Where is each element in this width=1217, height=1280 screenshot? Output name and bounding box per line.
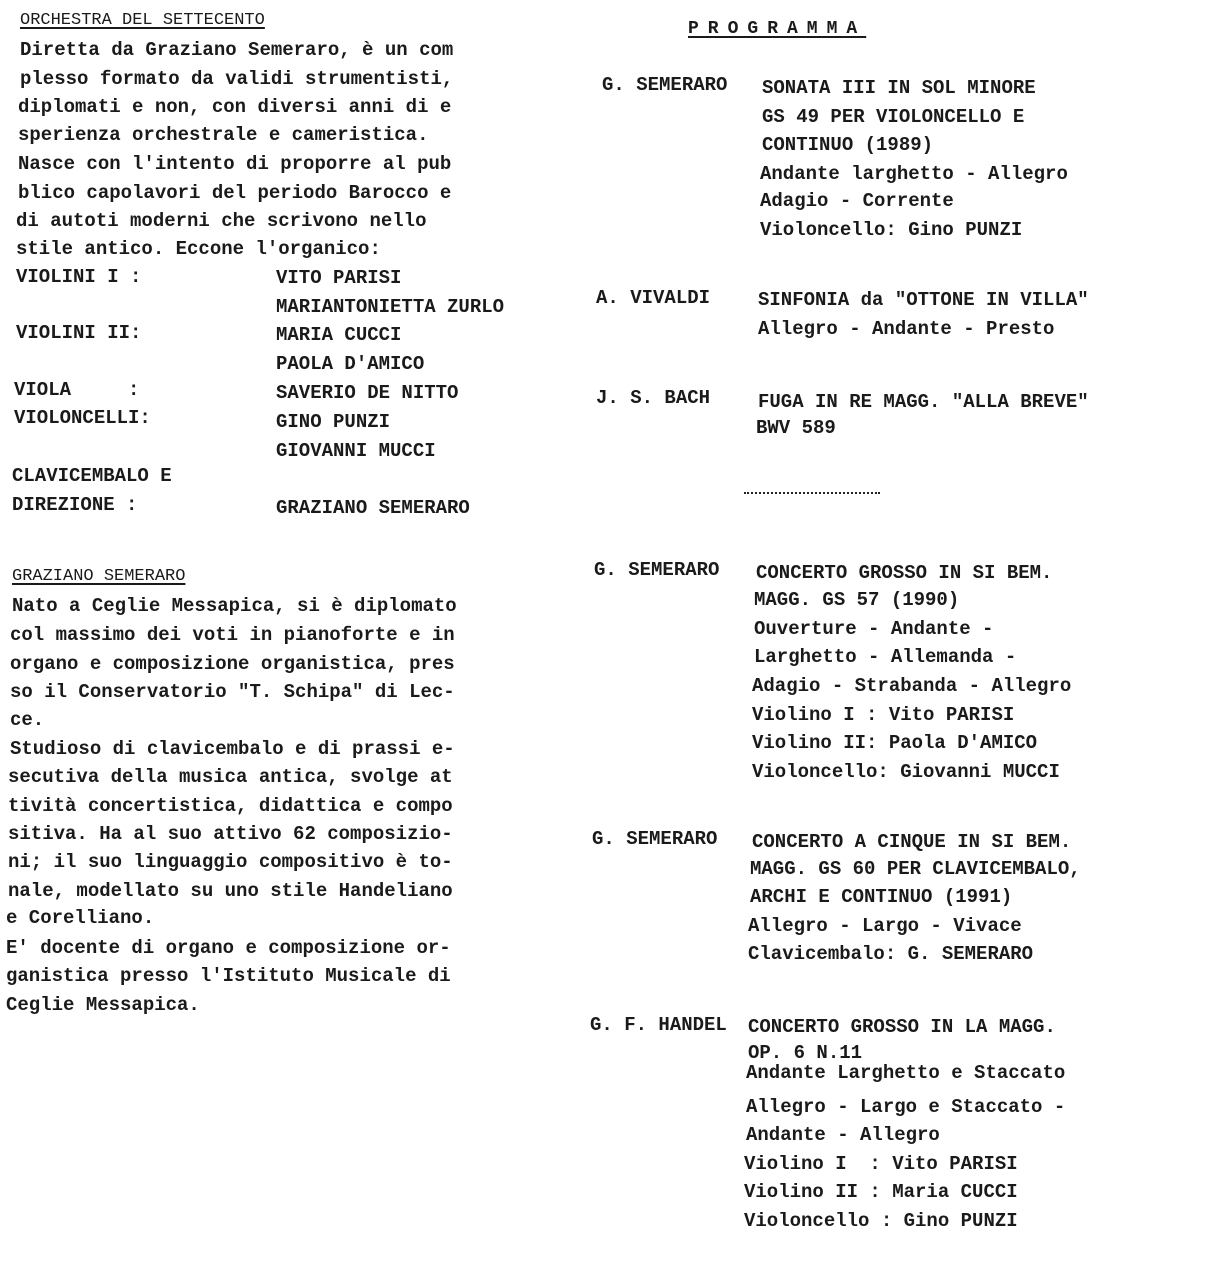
piece-line: Ouverture - Andante - [754, 618, 994, 640]
bio-text-line: Studioso di clavicembalo e di prassi e- [10, 738, 455, 760]
piece-line: SONATA III IN SOL MINORE [762, 77, 1036, 99]
roster-role: DIREZIONE : [12, 494, 138, 516]
piece-line: Andante Larghetto e Staccato [746, 1062, 1066, 1084]
bio-text-line: nale, modellato su uno stile Handeliano [8, 880, 453, 902]
bio-text-line: ni; il suo linguaggio compositivo è to- [8, 851, 453, 873]
piece-line: MAGG. GS 60 PER CLAVICEMBALO, [750, 858, 1081, 880]
bio-text-line: secutiva della musica antica, svolge at [8, 766, 453, 788]
roster-name: VITO PARISI [276, 267, 402, 289]
piece-line: Violino II: Paola D'AMICO [752, 732, 1038, 754]
roster-name: PAOLA D'AMICO [276, 353, 425, 375]
piece-line: Clavicembalo: G. SEMERARO [748, 943, 1034, 965]
bio-text-line: organo e composizione organistica, pres [10, 653, 455, 675]
piece-line: Andante larghetto - Allegro [760, 163, 1068, 185]
piece-line: Violoncello : Gino PUNZI [744, 1210, 1018, 1232]
piece-composer: J. S. BACH [596, 387, 711, 409]
piece-line: OP. 6 N.11 [748, 1042, 863, 1064]
separator [744, 492, 880, 497]
bio-text-line: sitiva. Ha al suo attivo 62 composizio- [8, 823, 453, 845]
orchestra-text-line: di autoti moderni che scrivono nello [16, 210, 427, 232]
roster-name: GIOVANNI MUCCI [276, 440, 436, 462]
bio-text-line: Nato a Ceglie Messapica, si è diplomato [12, 595, 457, 617]
piece-line: GS 49 PER VIOLONCELLO E [762, 106, 1025, 128]
piece-line: BWV 589 [756, 417, 836, 439]
bio-text-line: E' docente di organo e composizione or- [6, 937, 451, 959]
bio-title: GRAZIANO SEMERARO [12, 567, 186, 586]
bio-text-line: ganistica presso l'Istituto Musicale di [6, 965, 451, 987]
piece-line: CONCERTO A CINQUE IN SI BEM. [752, 831, 1072, 853]
piece-line: ARCHI E CONTINUO (1991) [750, 886, 1013, 908]
piece-line: Violino I : Vito PARISI [752, 704, 1015, 726]
roster-role: VIOLINI I : [16, 266, 142, 288]
piece-line: CONTINUO (1989) [762, 134, 934, 156]
piece-line: FUGA IN RE MAGG. "ALLA BREVE" [758, 391, 1089, 413]
roster-role: VIOLA : [14, 379, 140, 401]
orchestra-text-line: blico capolavori del periodo Barocco e [18, 182, 452, 204]
bio-text-line: col massimo dei voti in pianoforte e in [10, 624, 455, 646]
piece-line: Violino I : Vito PARISI [744, 1153, 1018, 1175]
bio-text-line: ce. [10, 709, 45, 731]
piece-composer: G. SEMERARO [592, 828, 718, 850]
roster-role: VIOLONCELLI: [14, 407, 151, 429]
roster-name: GINO PUNZI [276, 411, 391, 433]
piece-line: CONCERTO GROSSO IN LA MAGG. [748, 1016, 1056, 1038]
piece-line: Larghetto - Allemanda - [754, 646, 1017, 668]
piece-line: Allegro - Largo - Vivace [748, 915, 1022, 937]
piece-line: Violino II : Maria CUCCI [744, 1181, 1018, 1203]
orchestra-title: ORCHESTRA DEL SETTECENTO [20, 11, 265, 30]
piece-line: Andante - Allegro [746, 1124, 940, 1146]
piece-line: Violoncello: Gino PUNZI [760, 219, 1023, 241]
orchestra-text-line: stile antico. Eccone l'organico: [16, 238, 381, 260]
piece-composer: G. F. HANDEL [590, 1014, 727, 1036]
roster-role: CLAVICEMBALO E [12, 465, 172, 487]
orchestra-text-line: Nasce con l'intento di proporre al pub [18, 153, 452, 175]
orchestra-text-line: diplomati e non, con diversi anni di e [18, 96, 452, 118]
roster-role: VIOLINI II: [16, 322, 142, 344]
piece-line: Adagio - Strabanda - Allegro [752, 675, 1072, 697]
piece-line: Adagio - Corrente [760, 190, 954, 212]
piece-composer: G. SEMERARO [594, 559, 720, 581]
piece-line: Allegro - Largo e Staccato - [746, 1096, 1066, 1118]
piece-line: MAGG. GS 57 (1990) [754, 589, 960, 611]
roster-name: MARIA CUCCI [276, 324, 402, 346]
bio-text-line: so il Conservatorio "T. Schipa" di Lec- [10, 681, 455, 703]
bio-text-line: e Corelliano. [6, 907, 155, 929]
piece-composer: A. VIVALDI [596, 287, 711, 309]
orchestra-text-line: plesso formato da validi strumentisti, [20, 68, 454, 90]
roster-name: GRAZIANO SEMERARO [276, 497, 470, 519]
piece-composer: G. SEMERARO [602, 74, 728, 96]
piece-line: CONCERTO GROSSO IN SI BEM. [756, 562, 1053, 584]
orchestra-text-line: Diretta da Graziano Semeraro, è un com [20, 39, 454, 61]
roster-name: SAVERIO DE NITTO [276, 382, 459, 404]
roster-name: MARIANTONIETTA ZURLO [276, 296, 505, 318]
piece-line: SINFONIA da "OTTONE IN VILLA" [758, 289, 1089, 311]
piece-line: Allegro - Andante - Presto [758, 318, 1055, 340]
bio-text-line: tività concertistica, didattica e compo [8, 795, 453, 817]
programma-title: PROGRAMMA [688, 19, 867, 39]
bio-text-line: Ceglie Messapica. [6, 994, 200, 1016]
orchestra-text-line: sperienza orchestrale e cameristica. [18, 124, 429, 146]
piece-line: Violoncello: Giovanni MUCCI [752, 761, 1060, 783]
